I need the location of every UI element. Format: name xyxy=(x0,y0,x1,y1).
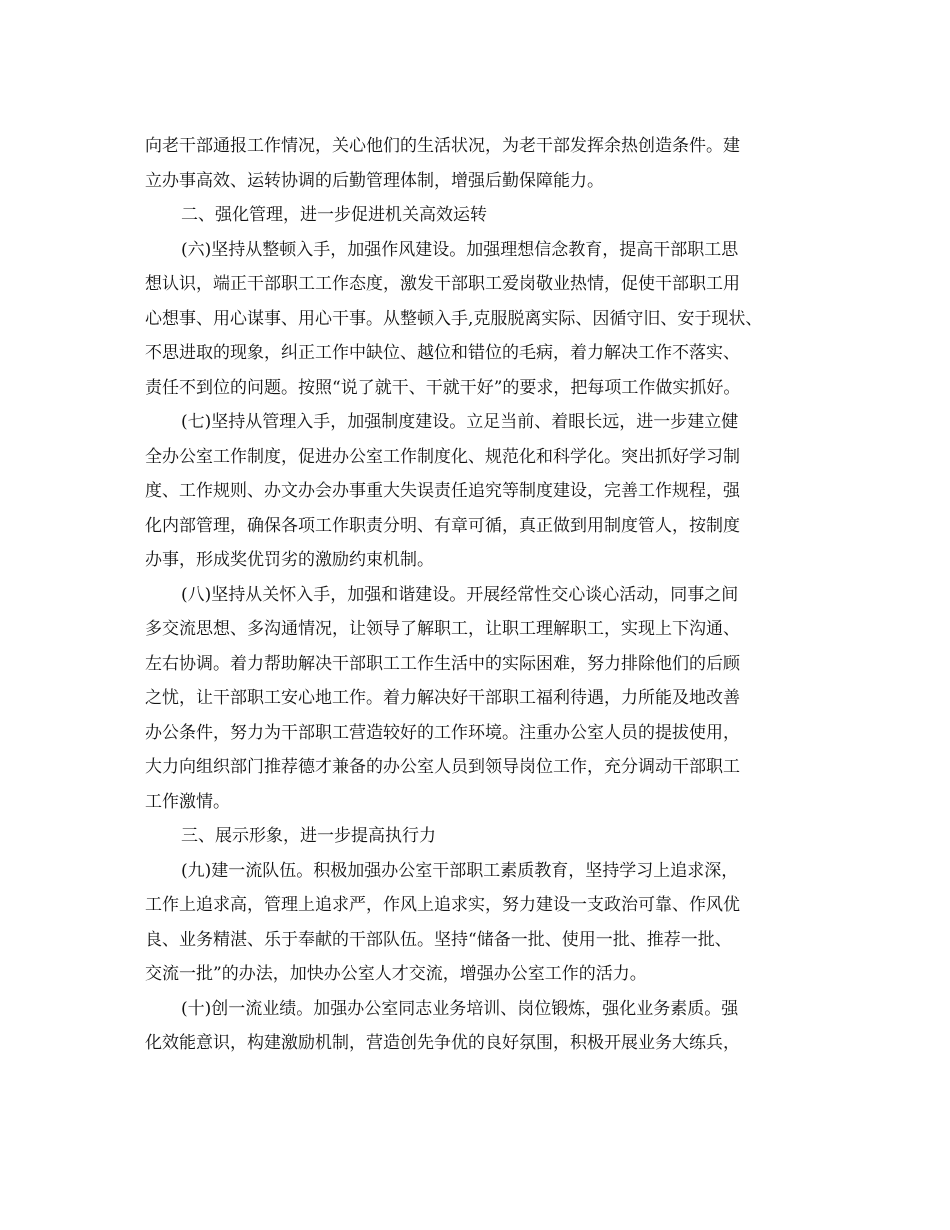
document-body xyxy=(145,129,815,1061)
paragraph-first-line: (八)坚持从关怀入手，加强和谐建设。开展经常性交心谈心活动，同事之间 xyxy=(181,584,739,605)
text-line: 办公条件，努力为干部职工营造较好的工作环境。注重办公室人员的提拔使用， xyxy=(145,722,740,743)
paragraph-first-line: (六)坚持从整顿入手，加强作风建设。加强理想信念教育，提高干部职工思 xyxy=(181,239,739,260)
text-line: 向老干部通报工作情况，关心他们的生活状况，为老干部发挥余热创造条件。建 xyxy=(145,136,740,156)
text-line: 良、业务精湛、乐于奉献的干部队伍。坚持“储备一批、使用一批、推荐一批、 xyxy=(145,929,732,950)
text-line: 工作上追求高，管理上追求严，作风上追求实，努力建设一支政治可靠、作风优 xyxy=(145,895,740,915)
text-line: 度、工作规则、办文办会办事重大失误责任追究等制度建设，完善工作规程，强 xyxy=(145,481,740,501)
text-line: 化效能意识，构建激励机制，营造创先争优的良好氛围，积极开展业务大练兵， xyxy=(145,1033,740,1053)
text-line: 立办事高效、运转协调的后勤管理体制，增强后勤保障能力。 xyxy=(145,170,604,191)
text-line: 办事，形成奖优罚劣的激励约束机制。 xyxy=(145,550,434,570)
text-line: 之忧，让干部职工安心地工作。着力解决好干部职工福利待遇，力所能及地改善 xyxy=(145,688,740,708)
paragraph-first-line: 三、展示形象，进一步提高执行力 xyxy=(181,826,436,846)
paragraph-first-line: (七)坚持从管理入手，加强制度建设。立足当前、着眼长远，进一步建立健 xyxy=(181,412,739,432)
text-line: 化内部管理，确保各项工作职责分明、有章可循，真正做到用制度管人，按制度 xyxy=(145,515,740,536)
text-line: 工作激情。 xyxy=(145,791,230,812)
text-line: 交流一批”的办法，加快办公室人才交流，增强办公室工作的活力。 xyxy=(145,964,647,984)
text-line: 多交流思想、多沟通情况，让领导了解职工，让职工理解职工，实现上下沟通、 xyxy=(145,619,740,639)
text-line: 大力向组织部门推荐德才兼备的办公室人员到领导岗位工作，充分调动干部职工 xyxy=(145,757,740,777)
paragraph-first-line: (十)创一流业绩。加强办公室同志业务培训、岗位锻炼，强化业务素质。强 xyxy=(181,998,739,1019)
paragraph-first-line: (九)建一流队伍。积极加强办公室干部职工素质教育，坚持学习上追求深， xyxy=(181,860,739,881)
text-line: 想认识，端正干部职工工作态度，激发干部职工爱岗敬业热情，促使干部职工用 xyxy=(145,274,740,294)
paragraph-first-line: 二、强化管理，进一步促进机关高效运转 xyxy=(181,205,487,225)
text-line: 不思进取的现象，纠正工作中缺位、越位和错位的毛病，着力解决工作不落实、 xyxy=(145,343,740,363)
text-line: 责任不到位的问题。按照“说了就干、干就干好”的要求，把每项工作做实抓好。 xyxy=(145,377,741,398)
text-line: 全办公室工作制度，促进办公室工作制度化、规范化和科学化。突出抓好学习制 xyxy=(145,446,740,467)
text-line: 心想事、用心谋事、用心干事。从整顿入手,克服脱离实际、因循守旧、安于现状、 xyxy=(145,308,763,329)
text-line: 左右协调。着力帮助解决干部职工工作生活中的实际困难，努力排除他们的后顾 xyxy=(145,653,740,674)
